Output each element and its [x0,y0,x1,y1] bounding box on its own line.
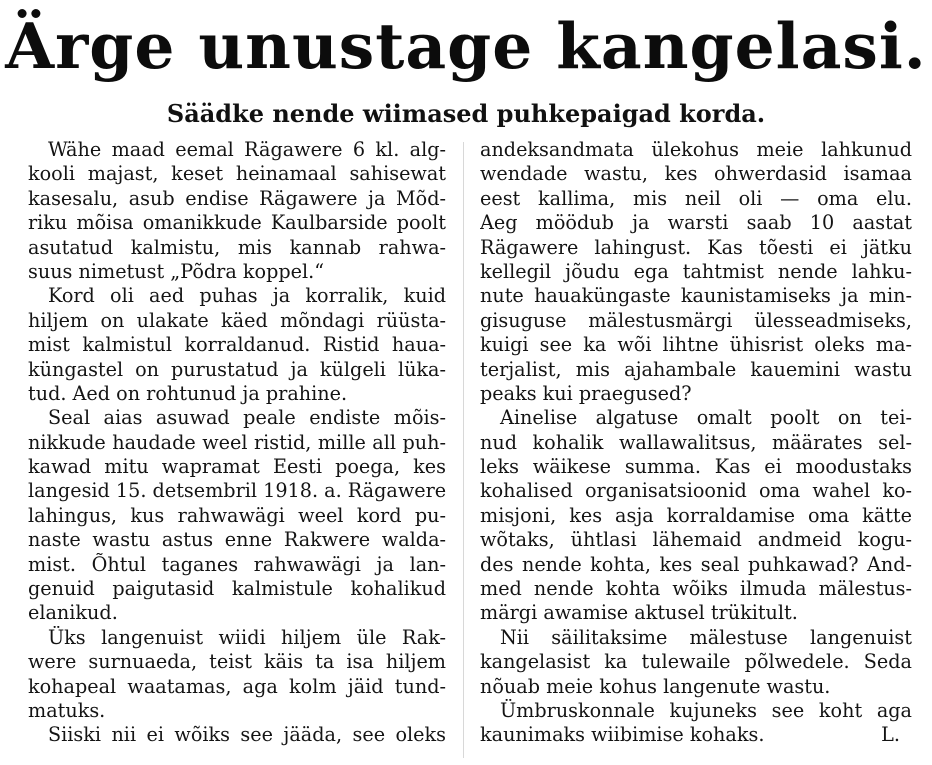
text-line [28,138,446,162]
text-line [28,601,446,625]
text-line [480,309,912,333]
text-line [28,236,446,260]
text-line-content: naste wastu astus enne Rakwere walda- [28,528,446,552]
text-line [28,358,446,382]
text-line-content: wõtaks, ühtlasi lähemaid andmeid kogu- [480,528,912,552]
text-line [480,211,912,235]
text-line [480,626,912,650]
text-line [28,553,446,577]
text-line-content: Üks langenuist wiidi hiljem üle Rak- [48,625,446,649]
text-line-content: Ainelise algatuse omalt poolt on tei- [500,406,912,430]
text-line-content: langesid 15. detsembril 1918. a. Rägawere [28,479,446,503]
text-line [28,699,446,723]
text-line-content: mist. Õhtul taganes rahwawägi ja lan- [28,552,446,576]
text-line [480,723,912,747]
text-line [28,260,446,284]
text-line-content: matuks. [28,698,106,722]
text-line-content: lahingus, kus rahwawägi weel kord pu- [28,503,446,527]
text-line [480,601,912,625]
article-headline: Ärge unustage kangelasi. [5,9,927,83]
text-line-content: kasesalu, asub endise Rägawere ja Mõd- [28,186,446,210]
text-line [480,455,912,479]
text-line [480,406,912,430]
text-line-content: tud. Aed on rohtunud ja prahine. [28,381,348,405]
text-line-content: wendade wastu, kes ohwerdasid isamaa [480,162,912,186]
text-line-content: Kord oli aed puhas ja korralik, kuid [48,284,446,308]
text-line [480,431,912,455]
text-line [480,528,912,552]
left-text-column [28,138,446,760]
text-line [28,528,446,552]
text-line-content: andeksandmata ülekohus meie lahkunud [480,138,912,161]
text-line [28,284,446,308]
text-line-content: peaks kui praegused? [480,381,692,405]
text-line-content: nikkude haudade weel ristid, mille all puh- [28,430,446,454]
text-line-content: Wähe maad eemal Rägawere 6 kl. alg- [48,138,446,161]
text-line [28,650,446,674]
text-line [480,479,912,503]
text-line [480,236,912,260]
text-line-content: genuid paigutasid kalmistule kohalikud [28,577,446,601]
text-line-content: leks wäikese summa. Kas ei moodustaks [480,455,912,479]
text-line [480,504,912,528]
text-line-content: kuigi see ka wõi lihtne ühisrist oleks ma- [480,333,912,357]
text-line-content: küngastel on purustatud ja külgeli lüka- [28,357,446,381]
text-line-content: nõuab meie kohus langenute wastu. [480,674,831,698]
text-line-content: Seal aias asuwad peale endiste mõis- [48,406,446,430]
right-text-column [480,138,912,760]
text-line-content: kangelasist ka tulewaile põlwedele. Seda [480,650,912,674]
text-line [28,479,446,503]
article-subheadline: Säädke nende wiimased puhkepaigad korda. [166,99,766,128]
text-line-content: gisuguse mälestusmärgi ülesseadmiseks, [480,308,912,332]
text-line [480,138,912,162]
text-line [28,309,446,333]
text-line-content: Siiski nii ei wõiks see jääda, see oleks [48,723,446,747]
text-line [480,260,912,284]
text-line-content: elanikud. [28,601,118,625]
text-line [28,406,446,430]
text-line-content: kohalised organisatsioonid oma wahel ko- [480,479,912,503]
text-line-content: terjalist, mis ajahambale kauemini wastu [480,357,912,381]
text-line-content: kaunimaks wiibimise kohaks. [480,723,765,747]
column-divider [463,142,464,758]
text-line-content: nute hauaküngaste kaunistamiseks ja min- [480,284,912,308]
text-line [480,333,912,357]
text-line-content: märgi awamise aktusel trükitult. [480,601,798,625]
author-signature: L. [881,723,900,747]
text-line [28,187,446,211]
text-line-content: Rägawere lahingust. Kas tõesti ei jätku [480,235,912,259]
text-line-content: kohapeal waatamas, aga kolm jäid tund- [28,674,446,698]
text-line [28,455,446,479]
text-line-content: Ümbruskonnale kujuneks see koht aga [500,698,912,722]
text-line [28,626,446,650]
text-line [480,382,912,406]
text-line-content: eest kallima, mis neil oli — oma elu. [480,186,912,210]
text-line [28,162,446,186]
text-line-content: des nende kohta, kes seal puhkawad? And- [480,552,912,576]
text-line [480,358,912,382]
text-line [480,187,912,211]
text-line-content: hiljem on ulakate käed mõndagi rüüsta- [28,308,446,332]
text-line-content: riku mõisa omanikkude Kaulbarside poolt [28,211,446,235]
text-line-content: suus nimetust „Põdra koppel.“ [28,259,325,283]
text-line-content: med nende kohta wõiks ilmuda mälestus- [480,577,912,601]
text-line-content: nud kohalik wallawalitsus, määrates sel- [480,430,912,454]
text-line [28,723,446,747]
text-line-content: Nii säilitaksime mälestuse langenuist [500,625,912,649]
text-line-content: asutatud kalmistu, mis kannab rahwa- [28,235,446,259]
text-line [480,284,912,308]
text-line [28,577,446,601]
text-line [480,675,912,699]
text-line-content: kellegil jõudu ega tahtmist nende lahku- [480,259,912,283]
text-line-content: mist kalmistul korraldanud. Ristid haua- [28,333,446,357]
text-line [28,333,446,357]
text-line [28,382,446,406]
text-line [480,162,912,186]
text-line-content: kooli majast, keset heinamaal sahisewat [28,162,446,186]
text-line [28,431,446,455]
text-line [28,675,446,699]
text-line [480,699,912,723]
text-line [28,211,446,235]
text-line-content: misjoni, kes asja korraldamise oma kätte [480,503,912,527]
text-line [480,650,912,674]
text-line [28,504,446,528]
text-line [480,577,912,601]
text-line-content: Aeg möödub ja warsti saab 10 aastat [480,211,912,235]
text-line [480,553,912,577]
text-line-content: were surnuaeda, teist käis ta isa hiljem [28,650,446,674]
text-line-content: kawad mitu wapramat Eesti poega, kes [28,455,446,479]
